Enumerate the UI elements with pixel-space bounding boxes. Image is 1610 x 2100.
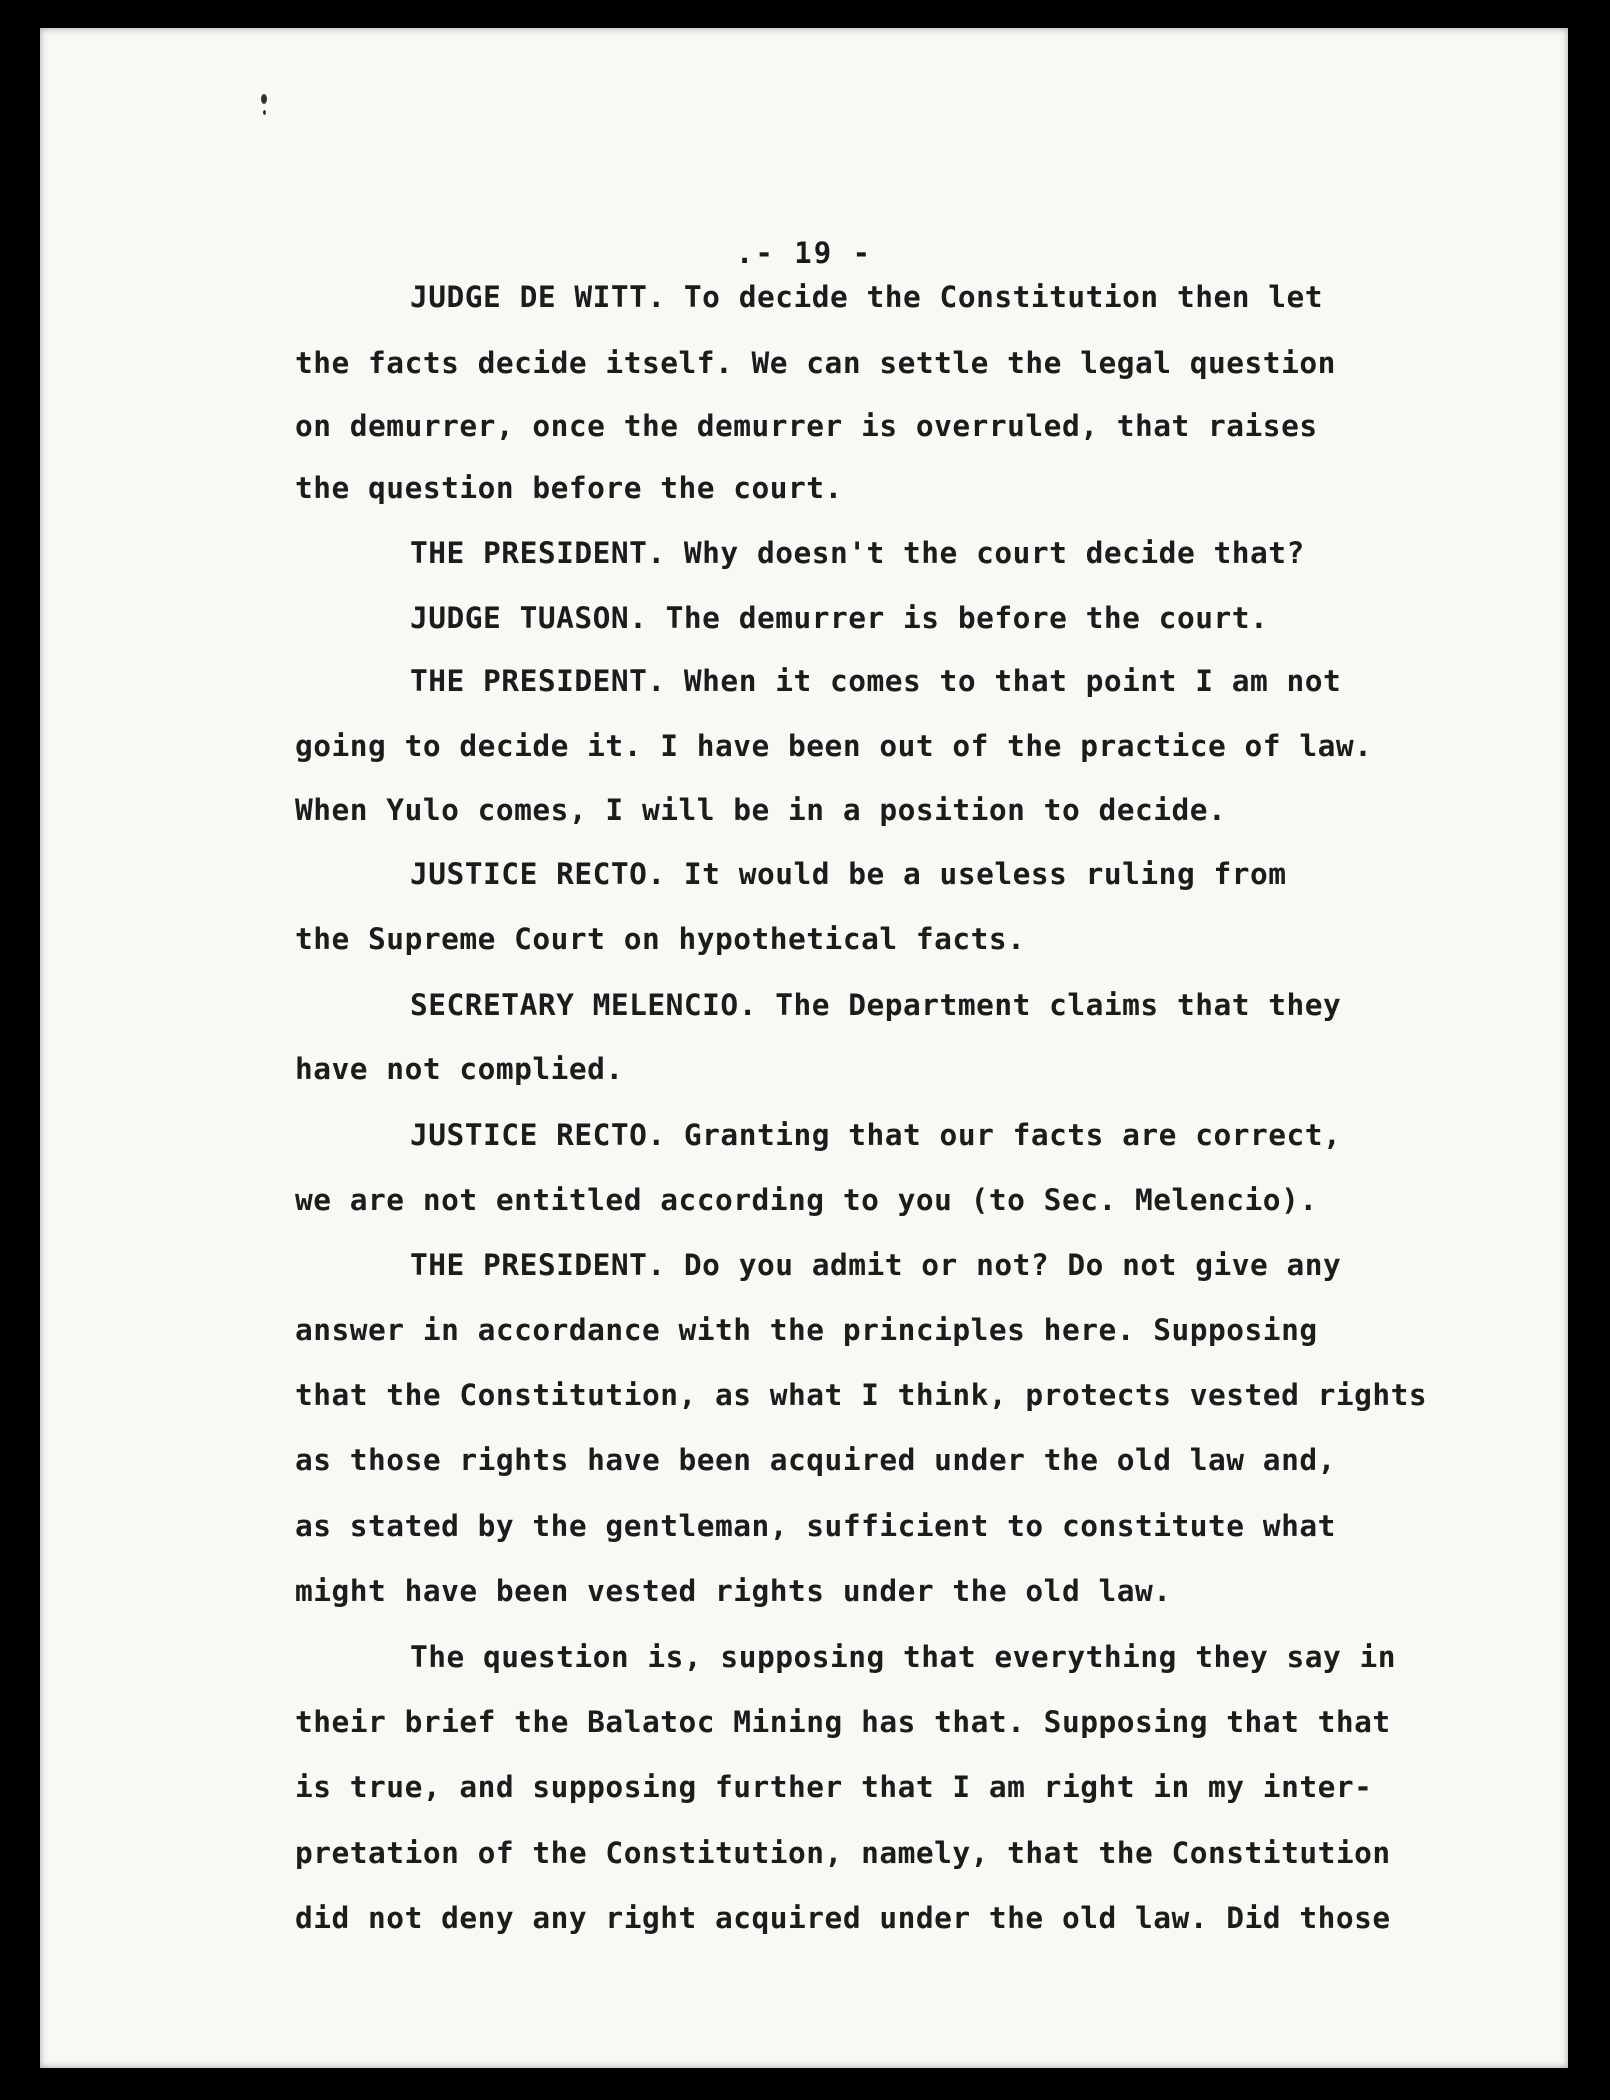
ink-speck: [263, 110, 266, 115]
transcript-line: their brief the Balatoc Mining has that. Supposing that that: [295, 1705, 1391, 1739]
transcript-line: JUDGE DE WITT. To decide the Constitution then let: [410, 280, 1324, 314]
transcript-line: THE PRESIDENT. When it comes to that point I am not: [410, 664, 1342, 698]
transcript-line: did not deny any right acquired under the old law. Did those: [295, 1901, 1391, 1935]
transcript-line: might have been vested rights under the old law.: [295, 1574, 1172, 1608]
transcript-line: going to decide it. I have been out of the practice of law.: [295, 729, 1373, 763]
transcript-line: answer in accordance with the principles here. Supposing: [295, 1313, 1318, 1347]
page-number: .- 19 -: [735, 236, 873, 270]
transcript-line: have not complied.: [295, 1052, 624, 1086]
transcript-line: the question before the court.: [295, 471, 843, 505]
document-page: [40, 28, 1568, 2068]
transcript-line: pretation of the Constitution, namely, that the Constitution: [295, 1836, 1391, 1870]
transcript-line: the Supreme Court on hypothetical facts.: [295, 922, 1026, 956]
transcript-line: that the Constitution, as what I think, protects vested rights: [295, 1378, 1428, 1412]
transcript-line: as stated by the gentleman, sufficient to constitute what: [295, 1509, 1336, 1543]
transcript-line: JUSTICE RECTO. It would be a useless ruling from: [410, 857, 1287, 891]
transcript-line: on demurrer, once the demurrer is overruled, that raises: [295, 409, 1318, 443]
transcript-line: is true, and supposing further that I am right in my inter-: [295, 1770, 1373, 1804]
ink-speck: [261, 94, 267, 104]
transcript-line: THE PRESIDENT. Why doesn't the court decide that?: [410, 536, 1305, 570]
transcript-line: JUSTICE RECTO. Granting that our facts are correct,: [410, 1118, 1342, 1152]
transcript-line: The question is, supposing that everything they say in: [410, 1640, 1397, 1674]
transcript-line: SECRETARY MELENCIO. The Department claims that they: [410, 988, 1342, 1022]
transcript-line: the facts decide itself. We can settle the legal question: [295, 346, 1336, 380]
transcript-line: THE PRESIDENT. Do you admit or not? Do not give any: [410, 1248, 1342, 1282]
transcript-line: When Yulo comes, I will be in a position to decide.: [295, 793, 1227, 827]
transcript-line: we are not entitled according to you (to Sec. Melencio).: [295, 1183, 1318, 1217]
transcript-line: as those rights have been acquired under the old law and,: [295, 1443, 1336, 1477]
transcript-line: JUDGE TUASON. The demurrer is before the court.: [410, 601, 1269, 635]
